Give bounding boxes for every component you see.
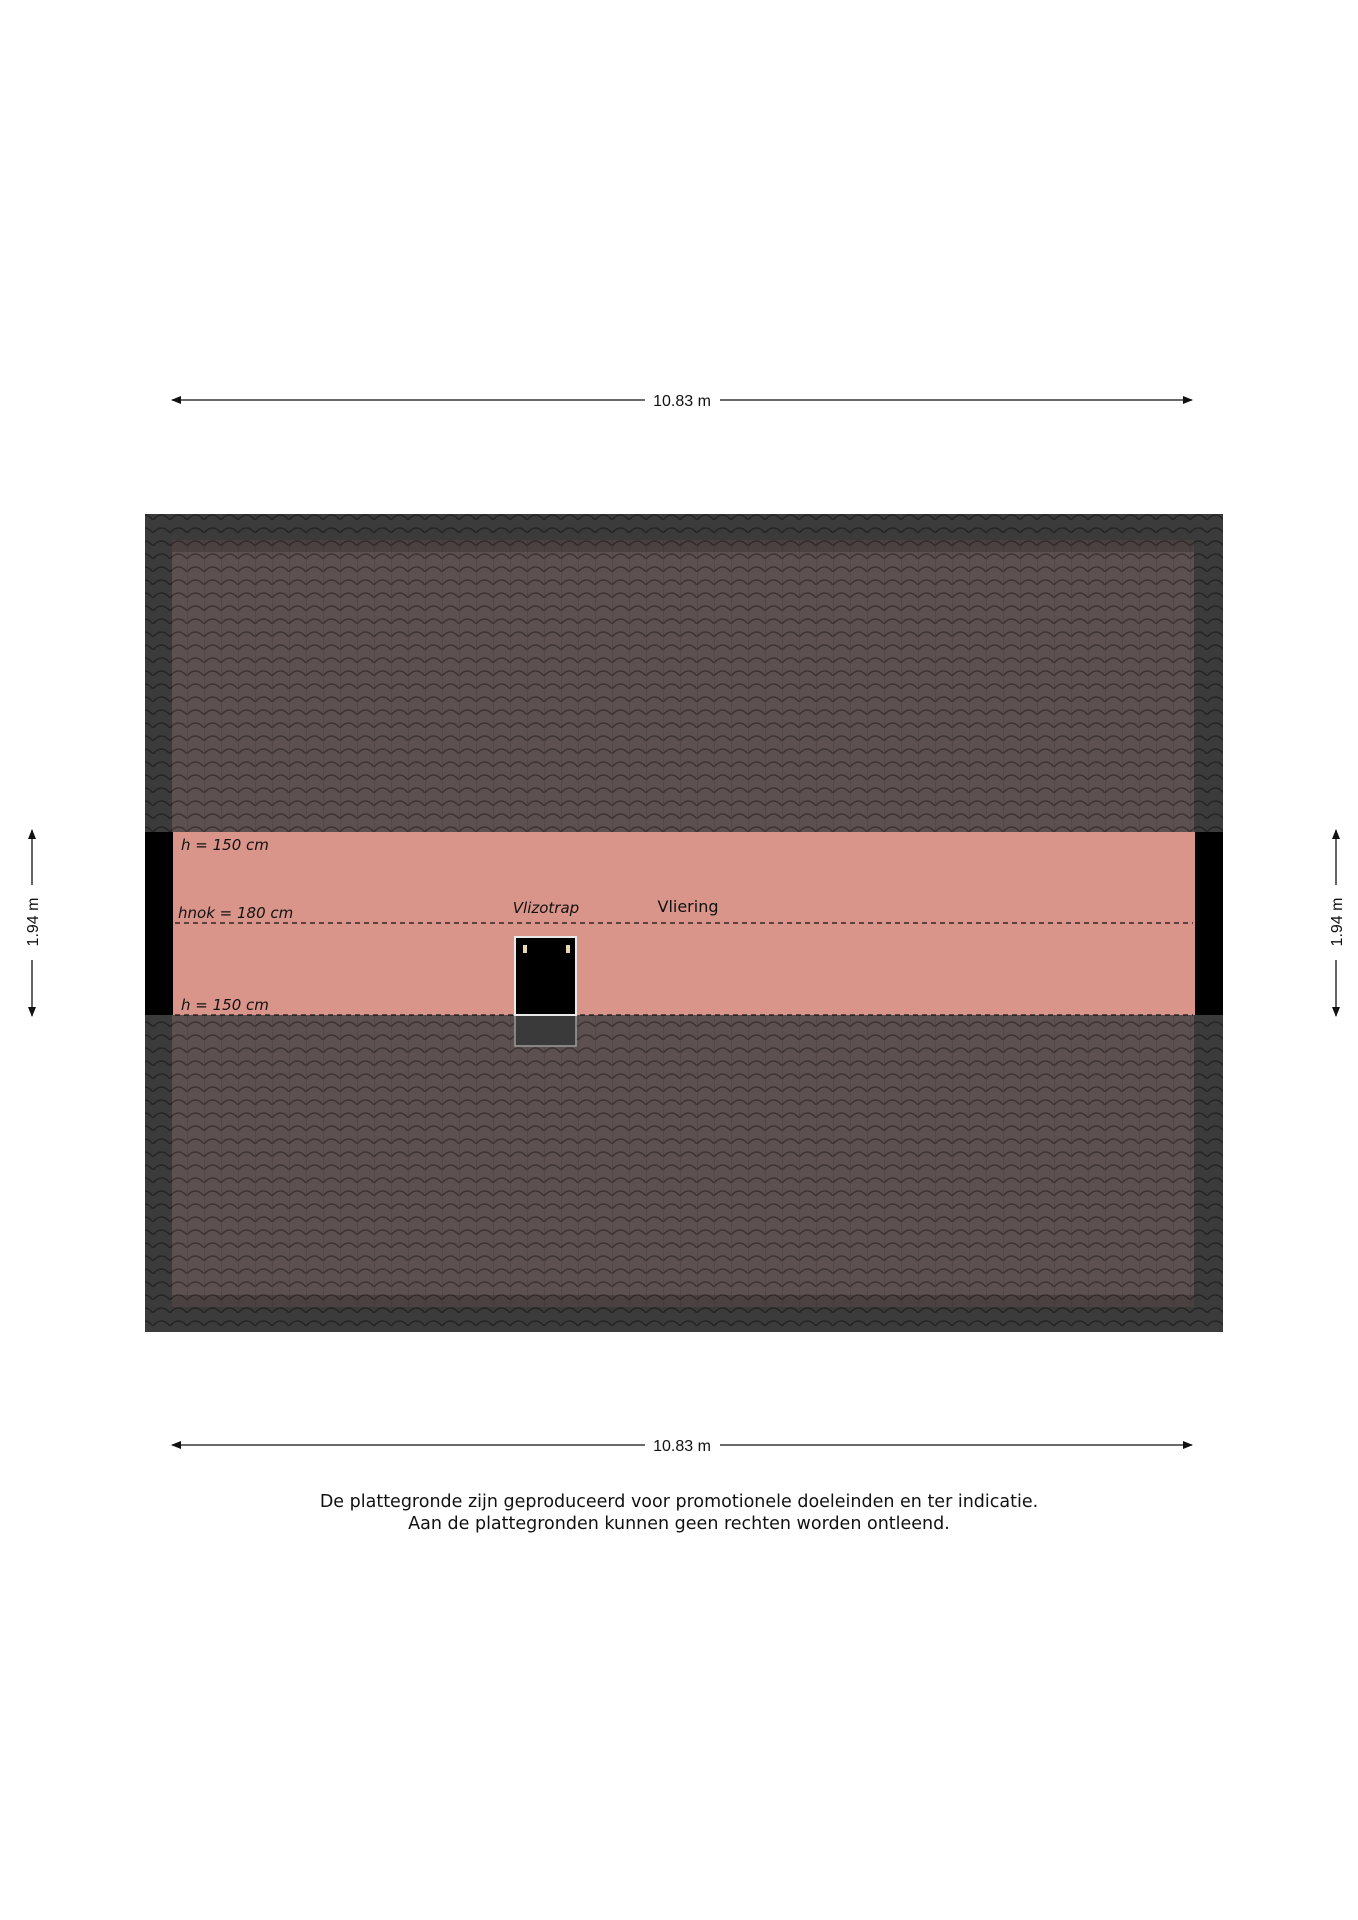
bottom-dimension-label: 10.83 m [653, 1438, 711, 1455]
roof-shade-bottom [172, 1295, 1194, 1307]
stair-hatch-extension [515, 1015, 576, 1046]
right-dimension-label: 1.94 m [1329, 897, 1346, 947]
stair-label: Vlizotrap [512, 899, 580, 917]
left-dimension [25, 830, 42, 1016]
wall-right [1195, 832, 1223, 1015]
height-label-top: h = 150 cm [181, 836, 269, 854]
right-dimension [1329, 830, 1346, 1016]
roof-shade-top [172, 540, 1194, 552]
roof-tiles-top [172, 540, 1194, 832]
bottom-dimension [172, 1438, 1192, 1455]
stair-hinge-right [566, 945, 570, 953]
stair-hinge-left [523, 945, 527, 953]
stair-hatch [515, 937, 576, 1046]
wall-left [145, 832, 173, 1015]
disclaimer-line-1: De plattegronde zijn geproduceerd voor promotionele doeleinden en ter indicatie. [319, 1492, 1039, 1512]
room-label: Vliering [657, 897, 719, 916]
top-dimension [172, 393, 1192, 410]
left-dimension-label: 1.94 m [25, 897, 42, 947]
roof-tiles-bottom [172, 1015, 1194, 1307]
top-dimension-label: 10.83 m [653, 393, 711, 410]
height-label-ridge: hnok = 180 cm [178, 904, 294, 922]
attic-floor [145, 832, 1223, 1015]
disclaimer-line-2: Aan de plattegronden kunnen geen rechten worden ontleend. [408, 1514, 950, 1534]
height-label-bottom: h = 150 cm [181, 996, 269, 1014]
disclaimer [0, 1491, 1358, 1535]
